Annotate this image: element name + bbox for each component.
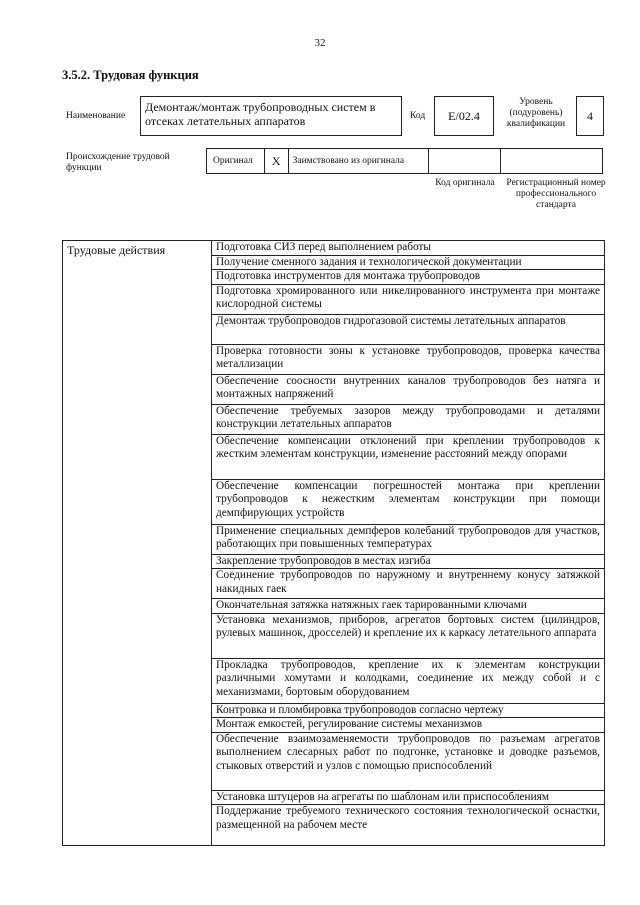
labor-actions-label: Трудовые действия (63, 241, 212, 845)
reg-number-caption: Регистрационный номер профессионального стандарта (506, 178, 606, 210)
original-mark: Х (265, 149, 289, 173)
labor-action-row: Монтаж емкостей, регулирование системы механизмов (212, 718, 604, 733)
code-label: Код (410, 111, 426, 121)
labor-action-row: Обеспечение компенсации отклонений при креплении трубопроводов к жестким элементам конструкции, изменение расстояний между опорами (212, 435, 604, 480)
labor-action-row: Применение специальных демпферов колебаний трубопроводов для участков, работающих при повышенных температурах (212, 525, 604, 555)
labor-action-row: Подготовка СИЗ перед выполнением работы (212, 241, 604, 256)
level-label: Уровень (подуровень) квалификации (506, 97, 566, 129)
origin-label: Происхождение трудовой функции (66, 152, 170, 173)
reg-number-cell (501, 149, 602, 173)
original-label: Оригинал (207, 149, 265, 173)
labor-action-row: Проверка готовности зоны к установке трубопроводов, проверка качества металлизации (212, 345, 604, 375)
labor-action-row: Обеспечение взаимозаменяемости трубопроводов по разъемам агрегатов выполнением слесарных работ по подгонке, установке и доводке разъемов, стыковых отверстий и узлов с помощью приспособлений (212, 733, 604, 791)
labor-action-row: Установка штуцеров на агрегаты по шаблонам или приспособлениям (212, 791, 604, 806)
section-title: 3.5.2. Трудовая функция (62, 68, 199, 82)
labor-action-row: Обеспечение соосности внутренних каналов трубопроводов без натяга и монтажных напряжений (212, 375, 604, 405)
labor-action-row: Подготовка хромированного или никелированного инструмента при монтаже кислородной системы (212, 285, 604, 315)
labor-actions-table (62, 240, 605, 846)
labor-action-row: Контровка и пломбировка трубопроводов согласно чертежу (212, 704, 604, 719)
labor-action-row: Установка механизмов, приборов, агрегатов бортовых систем (цилиндров, рулевых машинок, дросселей) и крепление их к каркасу летательного аппарата (212, 614, 604, 659)
name-label: Наименование (66, 111, 126, 121)
origin-table (206, 148, 603, 174)
borrowed-label: Заимствовано из оригинала (289, 149, 429, 173)
labor-action-row: Поддержание требуемого технического состояния технологической оснастки, размещенной на рабочем месте (216, 805, 600, 831)
labor-action-row: Получение сменного задания и технологической документации (212, 256, 604, 271)
labor-action-row: Прокладка трубопроводов, крепление их к элементам конструкции различными хомутами и колодками, соединение их между собой и с механизмами, бортовым оборудованием (212, 659, 604, 704)
labor-action-row: Закрепление трубопроводов в местах изгиба (212, 555, 604, 570)
labor-action-row: Обеспечение требуемых зазоров между трубопроводами и деталями конструкции летательных аппаратов (212, 405, 604, 435)
labor-action-row: Демонтаж трубопроводов гидрогазовой системы летательных аппаратов (212, 315, 604, 345)
labor-action-row: Окончательная затяжка натяжных гаек тарированными ключами (212, 599, 604, 614)
function-code: Е/02.4 (434, 96, 494, 136)
code-original-caption: Код оригинала (435, 178, 495, 188)
labor-action-row: Соединение трубопроводов по наружному и внутреннему конусу затяжкой накидных гаек (212, 569, 604, 599)
labor-action-row: Обеспечение компенсации погрешностей монтажа при креплении трубопроводов к нежестким элементам конструкции при помощи демпфирующих устройств (212, 480, 604, 525)
labor-actions-list (212, 241, 604, 845)
labor-action-row: Подготовка инструментов для монтажа трубопроводов (212, 270, 604, 285)
function-name: Демонтаж/монтаж трубопроводных систем в отсеках летательных аппаратов (140, 96, 402, 136)
code-original-cell (429, 149, 501, 173)
page-number: 32 (314, 37, 326, 49)
level-value: 4 (576, 96, 604, 136)
